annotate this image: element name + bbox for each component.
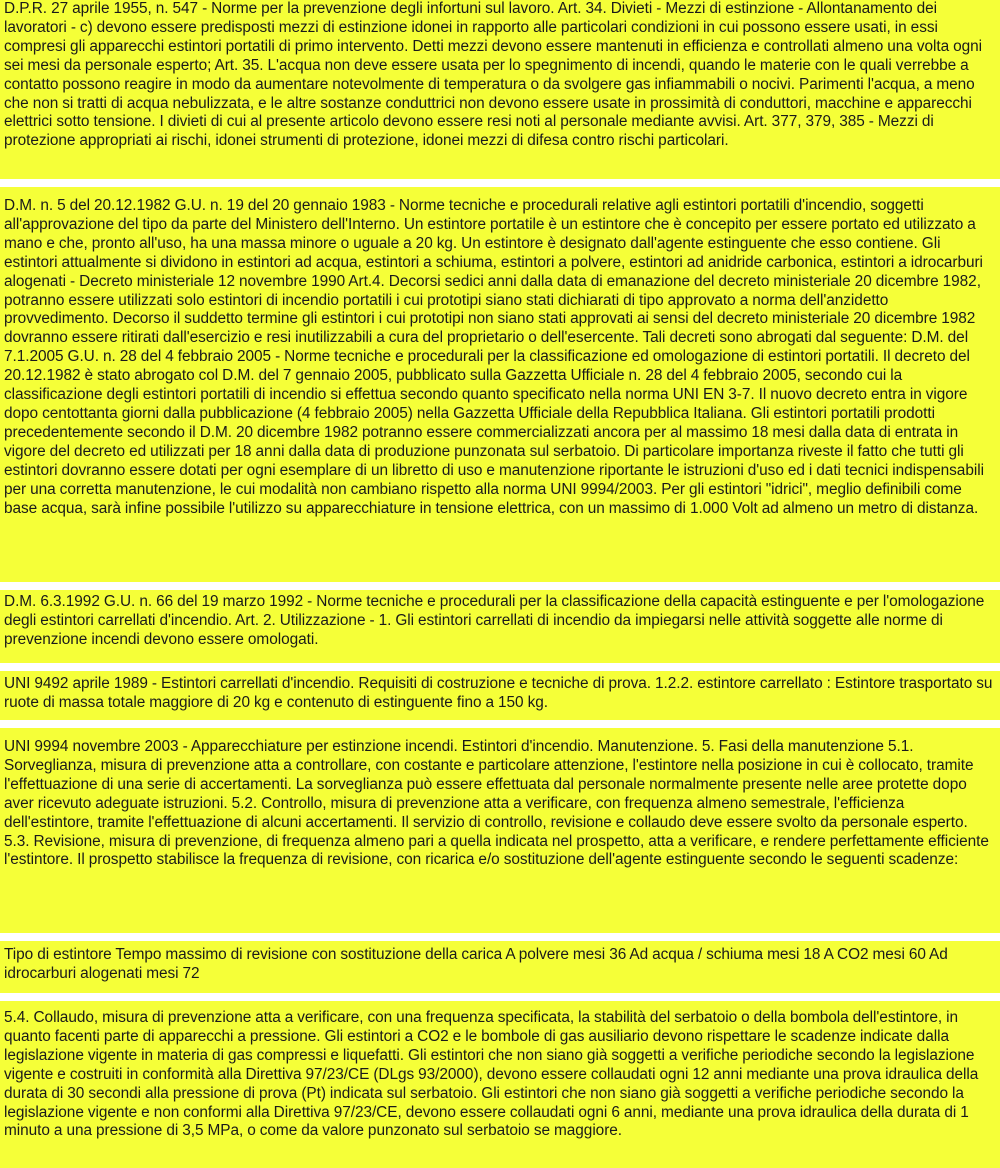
paragraph-gap <box>0 179 1000 187</box>
paragraph-uni-9492: UNI 9492 aprile 1989 - Estintori carrellati d'incendio. Requisiti di costruzione e tecniche di prova. 1.2.2. estintore carrellato : Estintore trasportato su ruote di massa totale maggiore di 20 kg e contenuto di estinguente fino a 150 kg. <box>0 671 1000 720</box>
paragraph-dm-1982: D.M. n. 5 del 20.12.1982 G.U. n. 19 del 20 gennaio 1983 - Norme tecniche e procedurali relative agli estintori portatili d'incendio, soggetti all'approvazione del tipo da parte del Ministero dell'Interno. Un estintore portatile è un estintore che è concepito per essere portato ed utilizzato a mano e che, pronto all'uso, ha una massa minore o uguale a 20 kg. Un estintore è designato dall'agente estinguente che esso contiene. Gli estintori attualmente si dividono in estintori ad acqua, estintori a schiuma, estintori a polvere, estintori ad anidride carbonica, estintori a idrocarburi alogenati - Decreto ministeriale 12 novembre 1990 Art.4. Decorsi sedici anni dalla data di emanazione del decreto ministeriale 20 dicembre 1982, potranno essere utilizzati solo estintori di incendio portatili i cui prototipi siano stati dichiarati di tipo approvato a norma dell'anzidetto provvedimento. Decorso il suddetto termine gli estintori i cui prototipi non siano stati approvati ai sensi del decreto ministeriale 20 dicembre 1982 dovranno essere ritirati dall'esercizio e resi inutilizzabili a cura del proprietario o dell'esercente. Tali decreti sono abrogati dal seguente: D.M. del 7.1.2005 G.U. n. 28 del 4 febbraio 2005 - Norme tecniche e procedurali per la classificazione ed omologazione di estintori portatili. Il decreto del 20.12.1982 è stato abrogato col D.M. del 7 gennaio 2005, pubblicato sulla Gazzetta Ufficiale n. 28 del 4 febbraio 2005, secondo cui la classificazione degli estintori portatili di incendio si effettua secondo quanto specificato nella norma UNI EN 3-7. Il nuovo decreto entra in vigore dopo centottanta giorni dalla pubblicazione (4 febbraio 2005) nella Gazzetta Ufficiale della Repubblica Italiana. Gli estintori portatili prodotti precedentemente secondo il D.M. 20 dicembre 1982 potranno essere commercializzati ancora per al massimo 18 mesi dalla data di entrata in vigore del decreto ed utilizzati per 18 anni dalla data di produzione punzonata sul serbatoio. Di particolare importanza riveste il fatto che tutti gli estintori dovranno essere dotati per ogni esemplare di un libretto di uso e manutenzione riportante le istruzioni d'uso ed i dati tecnici indispensabili per una corretta manutenzione, le cui modalità non cambiano rispetto alla norma UNI 9994/2003. Per gli estintori "idrici", meglio definibili come base acqua, sarà infine possibile l'utilizzo su apparecchiature in tensione elettrica, con un massimo di 1.000 Volt ad almeno un metro di distanza. <box>0 187 1000 582</box>
paragraph-gap <box>0 993 1000 1001</box>
paragraph-collaudo: 5.4. Collaudo, misura di prevenzione atta a verificare, con una frequenza specificata, la stabilità del serbatoio o della bombola dell'estintore, in quanto facenti parte di apparecchi a pressione. Gli estintori a CO2 e le bombole di gas ausiliario devono rispettare le scadenze indicate dalla legislazione vigente in materia di gas compressi e liquefatti. Gli estintori che non siano già soggetti a verifiche periodiche secondo la legislazione vigente e costruiti in conformità alla Direttiva 97/23/CE (DLgs 93/2000), devono essere collaudati ogni 12 anni mediante una prova idraulica della durata di 30 secondi alla pressione di prova (Pt) indicata sul serbatoio. Gli estintori che non siano già soggetti a verifiche periodiche secondo la legislazione vigente e non conformi alla Direttiva 97/23/CE, devono essere collaudati ogni 6 anni, mediante una prova idraulica della durata di 1 minuto a una pressione di 3,5 MPa, o come da valore punzonato sul serbatoio se maggiore. <box>0 1001 1000 1168</box>
paragraph-gap <box>0 933 1000 941</box>
paragraph-uni-9994: UNI 9994 novembre 2003 - Apparecchiature per estinzione incendi. Estintori d'incendio. Manutenzione. 5. Fasi della manutenzione 5.1. Sorveglianza, misura di prevenzione atta a controllare, con costante e particolare attenzione, l'estintore nella posizione in cui è collocato, tramite l'effettuazione di una serie di accertamenti. La sorveglianza può essere effettuata dal personale normalmente presente nelle aree protette dopo aver ricevuto adeguate istruzioni. 5.2. Controllo, misura di prevenzione atta a verificare, con frequenza almeno semestrale, l'efficienza dell'estintore, tramite l'effettuazione di alcuni accertamenti. Il servizio di controllo, revisione e collaudo deve essere svolto da personale esperto. 5.3. Revisione, misura di prevenzione, di frequenza almeno pari a quella indicata nel prospetto, atta a verificare, e rendere perfettamente efficiente l'estintore. Il prospetto stabilisce la frequenza di revisione, con ricarica e/o sostituzione dell'agente estinguente secondo le seguenti scadenze: <box>0 728 1000 933</box>
paragraph-gap <box>0 663 1000 671</box>
paragraph-gap <box>0 582 1000 590</box>
paragraph-dpr-1955: D.P.R. 27 aprile 1955, n. 547 - Norme per la prevenzione degli infortuni sul lavoro. Art. 34. Divieti - Mezzi di estinzione - Allontanamento dei lavoratori - c) devono essere predisposti mezzi di estinzione idonei in rapporto alle particolari condizioni in cui possono essere usati, in essi compresi gli apparecchi estintori portatili di primo intervento. Detti mezzi devono essere mantenuti in efficienza e controllati almeno una volta ogni sei mesi da personale esperto; Art. 35. L'acqua non deve essere usata per lo spegnimento di incendi, quando le materie con le quali verrebbe a contatto possono reagire in modo da aumentare notevolmente di temperatura o da svolgere gas infiammabili o nocivi. Parimenti l'acqua, a meno che non si tratti di acqua nebulizzata, e le altre sostanze conduttrici non devono essere usate in prossimità di conduttori, macchine e apparecchi elettrici sotto tensione. I divieti di cui al presente articolo devono essere resi noti al personale mediante avvisi. Art. 377, 379, 385 - Mezzi di protezione appropriati ai rischi, idonei strumenti di protezione, idonei mezzi di difesa contro rischi particolari. <box>0 0 1000 179</box>
paragraph-revision-table: Tipo di estintore Tempo massimo di revisione con sostituzione della carica A polvere mesi 36 Ad acqua / schiuma mesi 18 A CO2 mesi 60 Ad idrocarburi alogenati mesi 72 <box>0 941 1000 993</box>
paragraph-gap <box>0 720 1000 728</box>
paragraph-dm-1992: D.M. 6.3.1992 G.U. n. 66 del 19 marzo 1992 - Norme tecniche e procedurali per la classificazione della capacità estinguente e per l'omologazione degli estintori carrellati d'incendio. Art. 2. Utilizzazione - 1. Gli estintori carrellati di incendio da impiegarsi nelle attività soggette alle norme di prevenzione incendi devono essere omologati. <box>0 590 1000 663</box>
